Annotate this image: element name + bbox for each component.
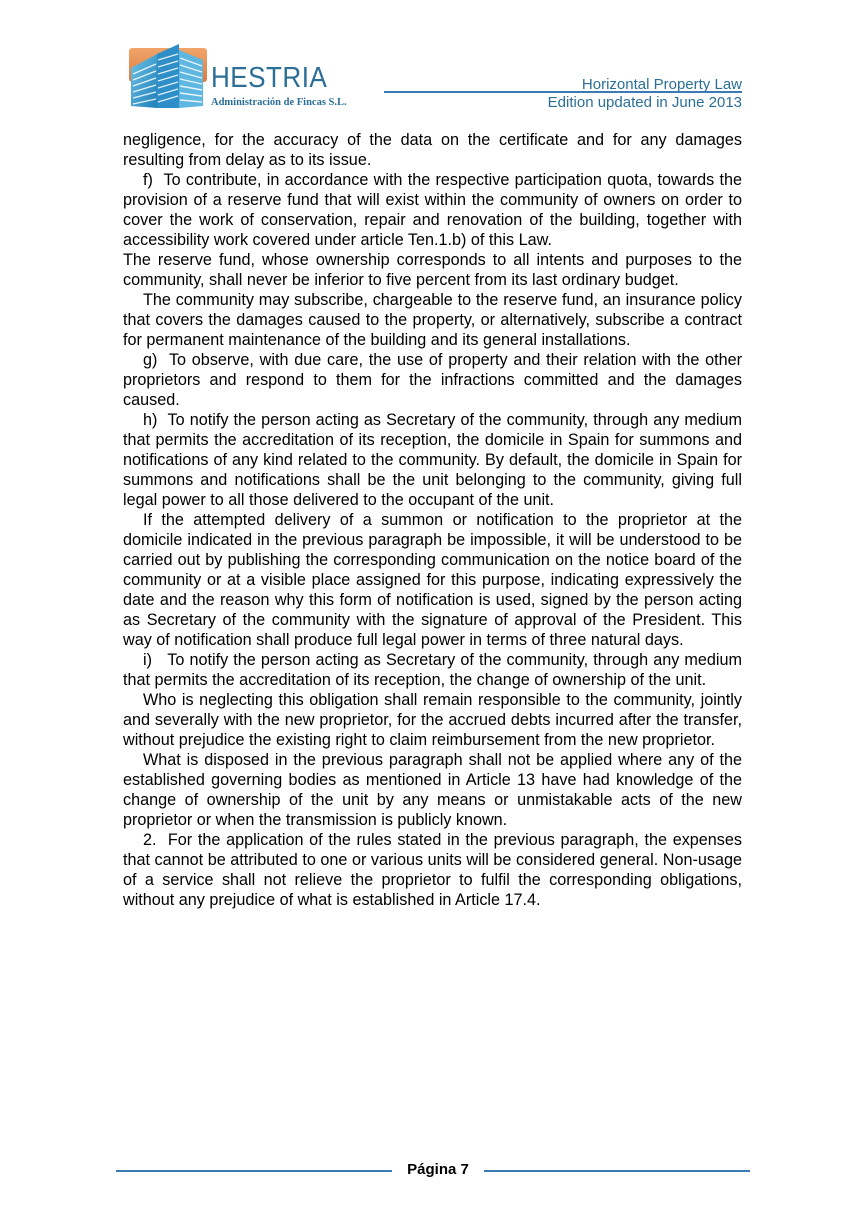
header-divider — [384, 91, 742, 93]
paragraph: The community may subscribe, chargeable to the reserve fund, an insurance policy that covers the damages caused to the property, or alternatively, subscribe a contract for permanent maintenance of the building and its general installations. — [123, 291, 742, 349]
logo-name: HESTRIA — [211, 62, 328, 94]
page-number: Página 7 — [407, 1161, 469, 1178]
building-logo-icon — [127, 42, 217, 112]
paragraph: g) To observe, with due care, the use of property and their relation with the other proprietors and respond to them for the infractions committed and the damages caused. — [123, 351, 742, 409]
logo-subtitle: Administración de Fincas S.L. — [211, 97, 347, 108]
paragraph: Who is neglecting this obligation shall remain responsible to the community, jointly and severally with the new proprietor, for the accrued debts incurred after the transfer, without prejudice the existing right to claim reimbursement from the new proprietor. — [123, 691, 742, 749]
paragraph: f) To contribute, in accordance with the respective participation quota, towards the provision of a reserve fund that will exist within the community of owners on order to cover the work of conservation, repair and renovation of the building, together with accessibility work covered under article Ten.1.b) of this Law. — [123, 171, 742, 249]
paragraph: i) To notify the person acting as Secretary of the community, through any medium that permits the accreditation of its reception, the change of ownership of the unit. — [123, 651, 742, 689]
footer-divider-left — [116, 1170, 392, 1172]
edition-note: Edition updated in June 2013 — [547, 94, 742, 111]
paragraph: h) To notify the person acting as Secretary of the community, through any medium that permits the accreditation of its reception, the domicile in Spain for summons and notifications of any kind related to the community. By default, the domicile in Spain for summons and notifications shall be the unit belonging to the community, giving full legal power to all those delivered to the occupant of the unit. — [123, 411, 742, 509]
paragraph: 2. For the application of the rules stated in the previous paragraph, the expenses that cannot be attributed to one or various units will be considered general. Non-usage of a service shall not relieve the proprietor to fulfil the corresponding obligations, without any prejudice of what is established in Article 17.4. — [123, 831, 742, 909]
paragraph: The reserve fund, whose ownership corresponds to all intents and purposes to the community, shall never be inferior to five percent from its last ordinary budget. — [123, 251, 742, 289]
paragraph: negligence, for the accuracy of the data on the certificate and for any damages resulting from delay as to its issue. — [123, 131, 742, 169]
body-text — [123, 130, 742, 910]
paragraph: If the attempted delivery of a summon or notification to the proprietor at the domicile indicated in the previous paragraph be impossible, it will be understood to be carried out by publishing the corresponding communication on the notice board of the community or at a visible place assigned for this purpose, indicating expressively the date and the reason why this form of notification is used, signed by the person acting as Secretary of the community with the signature of approval of the President. This way of notification shall produce full legal power in terms of three natural days. — [123, 511, 742, 649]
document-title: Horizontal Property Law — [581, 76, 742, 93]
paragraph: What is disposed in the previous paragraph shall not be applied where any of the established governing bodies as mentioned in Article 13 have had knowledge of the change of ownership of the unit by any means or unmistakable acts of the new proprietor or when the transmission is publicly known. — [123, 751, 742, 829]
company-logo — [127, 42, 377, 112]
footer-divider-right — [484, 1170, 750, 1172]
